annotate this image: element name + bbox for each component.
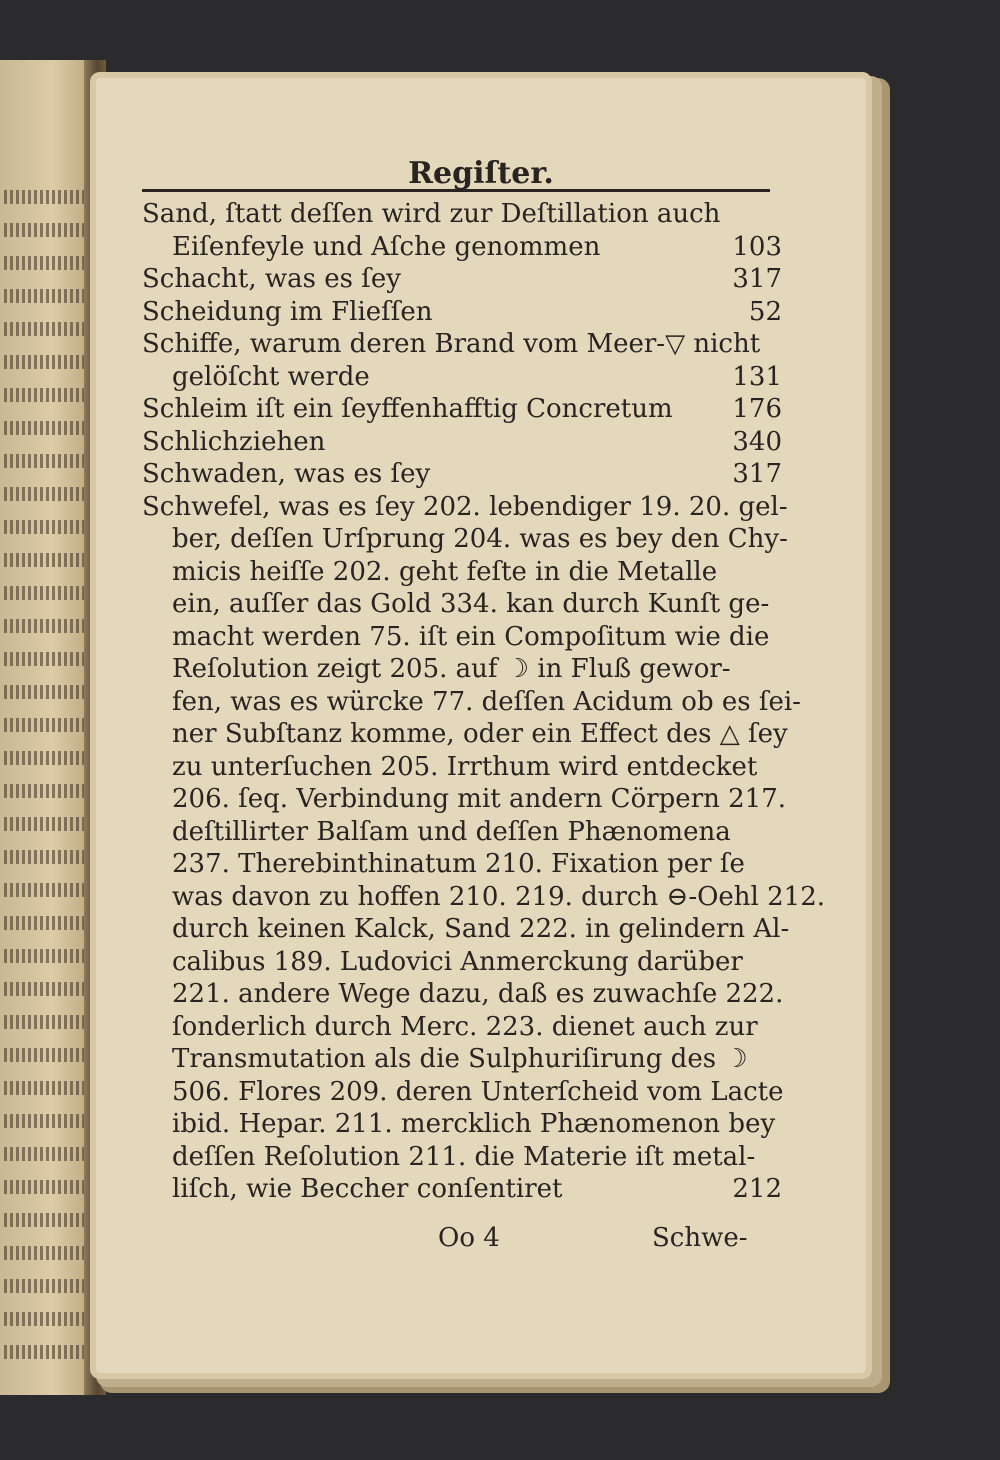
page-number: 131: [732, 361, 782, 392]
entry-line: 237. Therebinthinatum 210. Fixation per ſe: [172, 849, 745, 879]
entry-line: 506. Flores 209. deren Unterſcheid vom Lacte: [172, 1076, 784, 1107]
page-number: 103: [732, 231, 782, 262]
entry-line: macht werden 75. iſt ein Compoſitum wie die: [172, 621, 770, 652]
entry-line: Sand, ſtatt deſſen wird zur Deſtillation auch: [142, 199, 721, 229]
entry-line: Schacht, was es ſey 317: [142, 264, 782, 294]
page-number: 176: [732, 394, 782, 424]
entry-line: ber, deſſen Urſprung 204. was es bey den Chy-: [172, 524, 788, 554]
register-entry: [142, 263, 782, 296]
page-number: 317: [732, 459, 782, 489]
entry-line: durch keinen Kalck, Sand 222. in gelindern Al-: [172, 914, 790, 944]
register-entry: [142, 458, 782, 491]
register-entry: [142, 393, 782, 426]
register-page: [96, 78, 866, 1373]
register-entry: [142, 296, 782, 329]
entry-line: 221. andere Wege dazu, daß es zuwachſe 222.: [172, 979, 784, 1009]
page-number: 317: [732, 264, 782, 294]
register-entry: [142, 426, 782, 459]
entry-line: Schiffe, warum deren Brand vom Meer-▽ nicht: [142, 329, 761, 359]
page-number: 212: [732, 1174, 782, 1204]
entry-line: gelöſcht werde 131: [172, 361, 782, 392]
entry-line: Schwefel, was es ſey 202. lebendiger 19. 20. gel-: [142, 491, 788, 522]
entry-line: 206. ſeq. Verbindung mit andern Cörpern 217.: [172, 784, 787, 814]
signature-mark: Oo 4: [438, 1223, 500, 1253]
entry-line: ſonderlich durch Merc. 223. dienet auch zur: [172, 1011, 758, 1042]
entry-line: ein, auſſer das Gold 334. kan durch Kunſt ge-: [172, 589, 770, 619]
entry-line: micis heiſſe 202. geht feſte in die Metalle: [172, 556, 718, 587]
register-entries: [142, 198, 826, 1206]
register-entry: [142, 328, 782, 393]
entry-line: Schlichziehen 340: [142, 426, 782, 457]
entry-line: fen, was es würcke 77. deſſen Acidum ob es ſei-: [172, 686, 801, 717]
entry-line: ner Subſtanz komme, oder ein Effect des △ ſey: [172, 719, 788, 749]
entry-line: Schleim iſt ein ſeyffenhafftig Concretum 176: [142, 394, 782, 424]
catchword: Schwe-: [652, 1223, 748, 1253]
entry-line: Transmutation als die Sulphuriſirung des ☽: [172, 1044, 748, 1074]
facing-page-edge: [0, 60, 96, 1395]
entry-line: Scheidung im Flieſſen 52: [142, 296, 782, 327]
entry-line: ibid. Hepar. 211. mercklich Phænomenon bey: [172, 1109, 776, 1139]
entry-line: deſſen Reſolution 211. die Materie iſt metal-: [172, 1141, 756, 1172]
page-number: 340: [732, 426, 782, 457]
entry-line: Eiſenfeyle und Aſche genommen 103: [172, 231, 782, 262]
entry-line: liſch, wie Beccher conſentiret 212: [172, 1174, 782, 1204]
entry-line: Schwaden, was es ſey 317: [142, 459, 782, 489]
register-entry: [142, 198, 782, 263]
entry-line: calibus 189. Ludovici Anmerckung darüber: [172, 946, 743, 977]
page-number: 52: [748, 296, 782, 327]
entry-line: deſtillirter Balſam und deſſen Phænomena: [172, 816, 731, 847]
entry-line: zu unterſuchen 205. Irrthum wird entdecket: [172, 751, 758, 782]
entry-line: Reſolution zeigt 205. auf ☽ in Fluß gewor-: [172, 654, 731, 684]
header-rule: [142, 189, 770, 192]
entry-line: was davon zu hoffen 210. 219. durch ⊖-Oehl 212.: [172, 881, 826, 912]
register-entry: [142, 491, 826, 1206]
running-head: Regiſter.: [408, 156, 554, 191]
